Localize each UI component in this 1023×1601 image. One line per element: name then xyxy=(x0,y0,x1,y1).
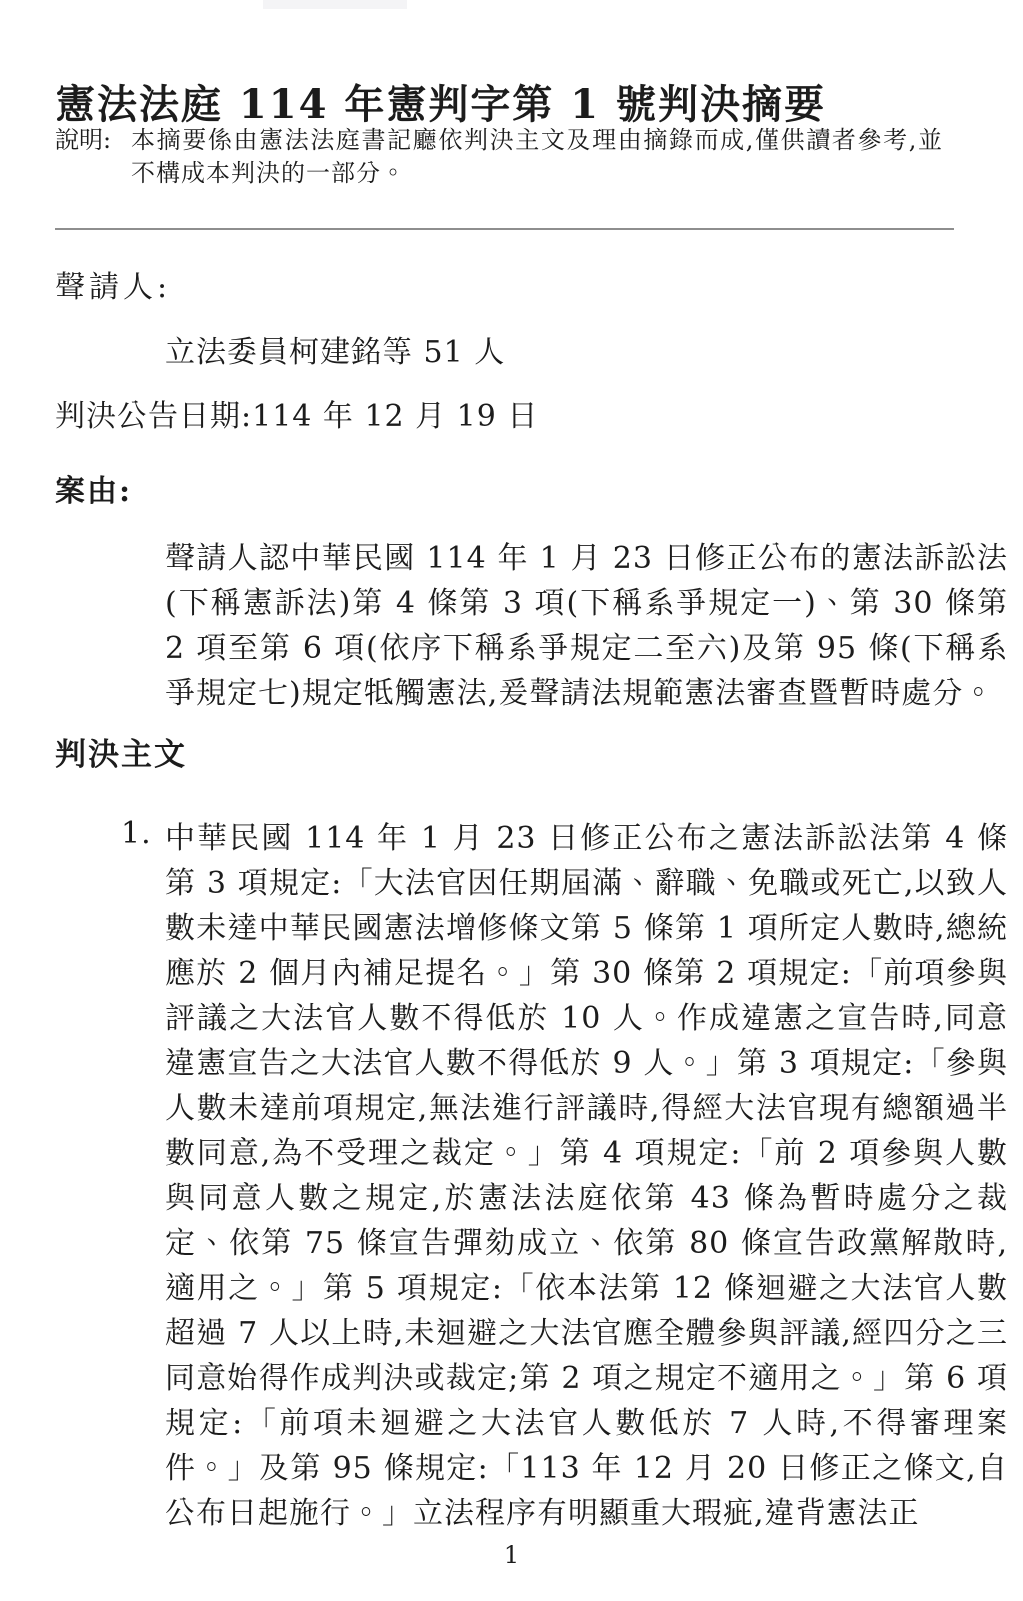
scan-artifact-bar xyxy=(263,0,407,9)
editor-note-label: 說明: xyxy=(55,126,112,154)
applicant-label: 聲請人: xyxy=(55,270,172,305)
applicant-name: 立法委員柯建銘等 51 人 xyxy=(165,335,506,370)
page-number: 1 xyxy=(503,1541,520,1569)
editor-note-text: 本摘要係由憲法法庭書記廳依判決主文及理由摘錄而成,僅供讀者參考,並不構成本判決的一部分。 xyxy=(131,126,943,187)
announcement-date: 判決公告日期:114 年 12 月 19 日 xyxy=(55,399,539,434)
editor-note xyxy=(55,124,943,190)
holding-heading: 判決主文 xyxy=(55,737,187,773)
holding-item-number: 1. xyxy=(121,816,152,851)
holding-item-text: 中華民國 114 年 1 月 23 日修正公布之憲法訴訟法第 4 條第 3 項規定:「大法官因任期屆滿、辭職、免職或死亡,以致人數未達中華民國憲法增修條文第 5 條第 1 項所定人數時,總統應於 2 個月內補足提名。」第 30 條第 2 項規定:「前項參與評議之大法官人數不得低於 10 人。作成違憲之宣告時,同意違憲宣告之大法官人數不得低於 9 人。」第 3 項規定:「參與人數未達前項規定,無法進行評議時,得經大法官現有總額過半數同意,為不受理之裁定。」第 4 項規定:「前 2 項參與人數與同意人數之規定,於憲法法庭依第 43 條為暫時處分之裁定、依第 75 條宣告彈劾成立、依第 80 條宣告政黨解散時,適用之。」第 5 項規定:「依本法第 12 條迴避之大法官人數超過 7 人以上時,未迴避之大法官應全體參與評議,經四分之三同意始得作成判決或裁定;第 2 項之規定不適用之。」第 6 項規定:「前項未迴避之大法官人數低於 7 人時,不得審理案件。」及第 95 條規定:「113 年 12 月 20 日修正之條文,自公布日起施行。」立法程序有明顯重大瑕疵,違背憲法正 xyxy=(165,821,1008,1531)
cause-paragraph: 聲請人認中華民國 114 年 1 月 23 日修正公布的憲法訴訟法(下稱憲訴法)第 4 條第 3 項(下稱系爭規定一)、第 30 條第 2 項至第 6 項(依序下稱系爭規定二至六)及第 95 條(下稱系爭規定七)規定牴觸憲法,爰聲請法規範憲法審查暨暫時處分。 xyxy=(165,541,1008,711)
cause-heading: 案由: xyxy=(55,474,133,509)
horizontal-divider xyxy=(55,228,954,230)
page-title: 憲法法庭 114 年憲判字第 1 號判決摘要 xyxy=(55,80,827,128)
